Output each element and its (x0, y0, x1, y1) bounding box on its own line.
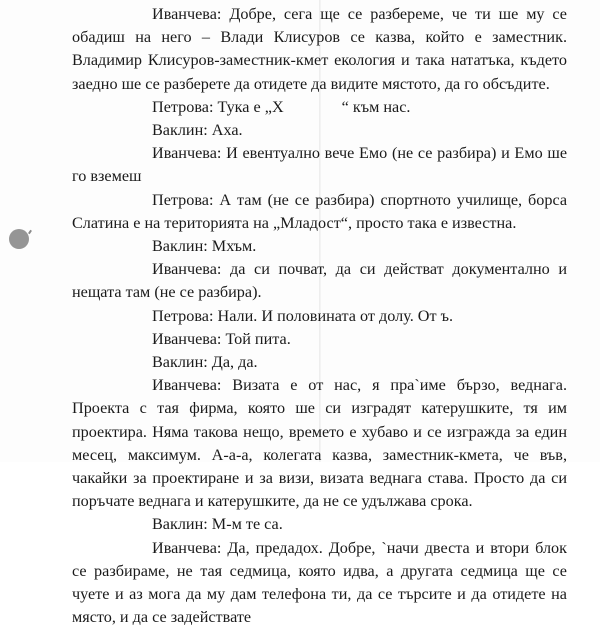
utterance-text: Тука е „Х (217, 97, 284, 116)
speaker-label: Иванчева: (152, 538, 222, 557)
speaker-label: Ваклин: (152, 353, 208, 372)
speaker-label: Петрова: (152, 97, 214, 116)
transcript-paragraph (72, 537, 567, 629)
utterance-text: Да, предадох. Добре, `начи двеста и втори блок се разбираме, не тая седмица, която идва, а другата седмица ще се чуете и аз мога да му дам телефона ти, да се търсите и да отидете на място, и да се задействате (72, 538, 568, 627)
transcript-paragraph (72, 189, 567, 235)
utterance-text: Той пита. (225, 329, 291, 348)
utterance-text: “ към нас. (341, 97, 411, 116)
utterance-text: Добре, сега ще се разбереме, че ти ше му се обадиш на него – Влади Клисуров се казва, който е заместник. Владимир Клисуров-заместник-кмет екология и така нататъка, където заедно ше се разберете да отидете да видите мястото, да го обсъдите. (72, 5, 567, 93)
speaker-label: Ваклин: (152, 515, 208, 534)
transcript-paragraph (72, 142, 567, 188)
utterance-text: М-м те са. (211, 515, 283, 534)
speaker-label: Иванчева: (152, 5, 222, 23)
speaker-label: Иванчева: (152, 144, 222, 163)
transcript-paragraph (72, 374, 567, 513)
transcript-paragraph (72, 351, 567, 374)
speaker-label: Иванчева: (152, 376, 222, 395)
speaker-label: Петрова: (152, 190, 214, 209)
transcript-paragraph (72, 119, 567, 142)
utterance-text: Нали. И половината от долу. От ъ. (217, 306, 454, 325)
punch-hole-mark-icon (9, 229, 29, 249)
transcript-paragraph (72, 513, 567, 536)
utterance-text: Визата е от нас, я пра`име бързо, веднага. Проекта с тая фирма, която ше си изградят катерушките, тя им проектира. Няма такова нещо, времето е хубаво и се изгражда за един месец, максимум. А-а-а, колегата казва, заместник-кмета, че във, чакайки за проектиране и за визи, визата веднага става. Просто да си поръчате веднага и катерушките, да не се удължава срока. (72, 376, 568, 511)
transcript-paragraph (72, 235, 567, 258)
utterance-text: И евентуално вече Емо (не се разбира) и Емо ше го вземеш (72, 144, 568, 186)
speaker-label: Ваклин: (152, 237, 208, 256)
transcript-paragraph (72, 328, 567, 351)
speaker-label: Иванчева: (152, 260, 222, 279)
transcript-paragraph (72, 305, 567, 328)
utterance-text: Мхъм. (211, 237, 257, 256)
punch-hole-mark-tick (28, 230, 32, 234)
utterance-text: Да, да. (211, 353, 258, 372)
transcript-paragraph (72, 3, 567, 96)
utterance-text: да си почват, да си действат документално и нещата там (не се разбира). (72, 260, 567, 302)
utterance-text: А там (не се разбира) спортното училище, борса Слатина е на територията на „Младост“, просто така е известна. (72, 190, 568, 232)
utterance-text: Аха. (211, 121, 243, 140)
speaker-label: Ваклин: (152, 121, 208, 140)
speaker-label: Иванчева: (152, 329, 222, 348)
transcript-paragraph (72, 96, 567, 119)
transcript-paragraph (72, 258, 567, 304)
transcript-body (72, 3, 567, 629)
speaker-label: Петрова: (152, 306, 214, 325)
